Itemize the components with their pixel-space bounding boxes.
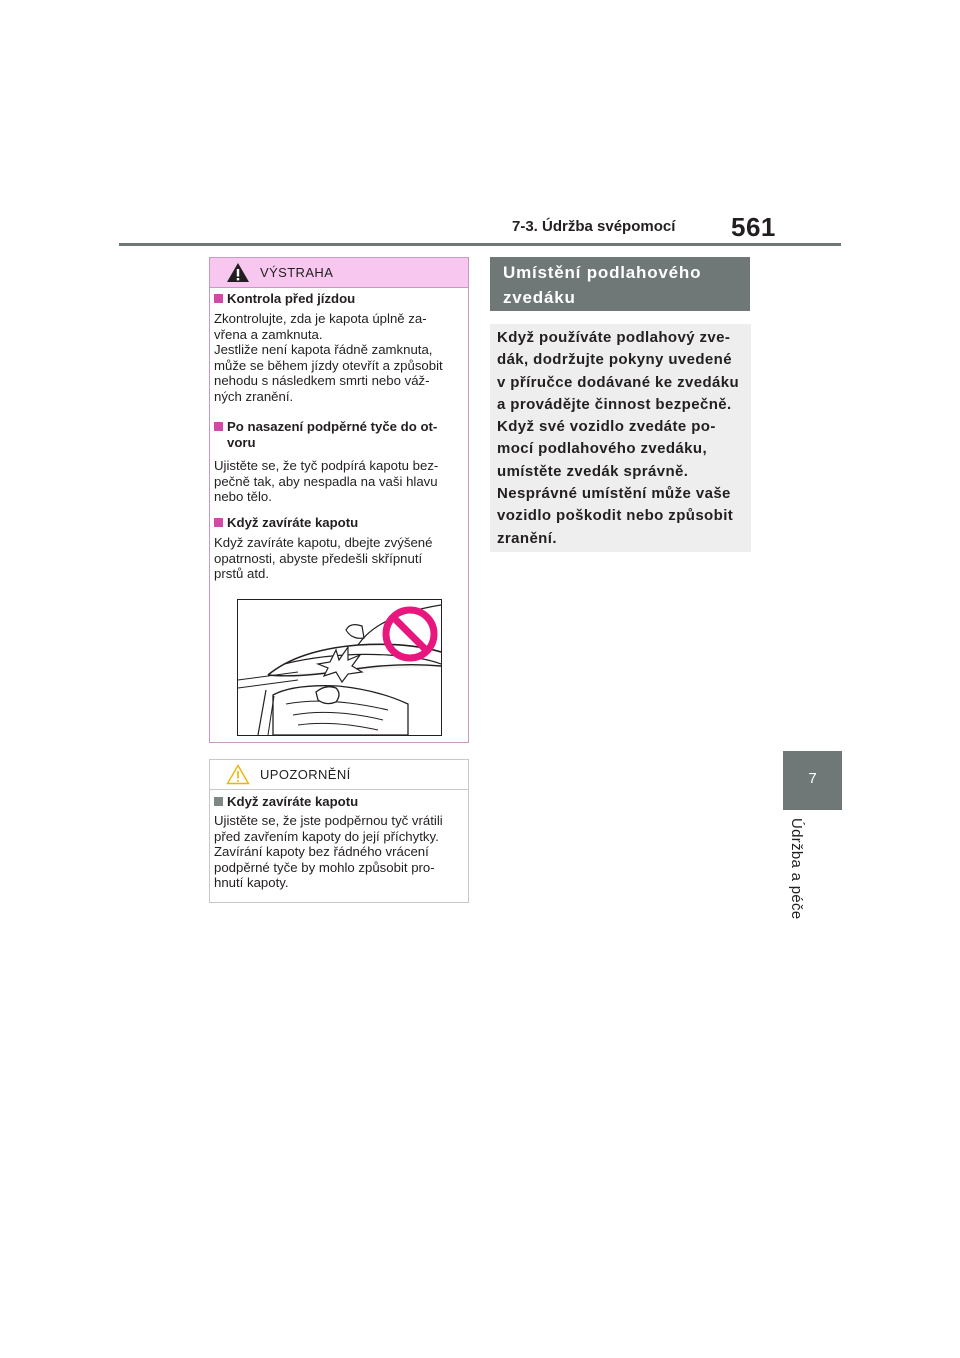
warning-item-text: Zkontrolujte, zda je kapota úplně za- vřena a zamknuta. Jestliže není kapota řádně zamknuta, může se během jízdy otevřít a způsobit nehodu s následkem smrti nebo váž- ných zranění. xyxy=(214,311,443,404)
page-number: 561 xyxy=(731,212,776,242)
square-bullet-icon xyxy=(214,518,223,527)
warning-item-text: Když zavíráte kapotu, dbejte zvýšené opatrnosti, abyste předešli skřípnutí prstů atd. xyxy=(214,535,433,582)
warning-item-text: Ujistěte se, že tyč podpírá kapotu bez- pečně tak, aby nespadla na vaši hlavu nebo tělo. xyxy=(214,458,439,505)
warning-item-title: Kontrola před jízdou xyxy=(214,291,464,307)
square-bullet-icon xyxy=(214,294,223,303)
caution-item-text: Ujistěte se, že jste podpěrnou tyč vrátili před zavřením kapoty do její příchytky. Zavírání kapoty bez řádného vrácení podpěrné tyče by mohlo způsobit pro- hnutí kapoty. xyxy=(214,813,443,891)
warning-item-title: Když zavíráte kapotu xyxy=(214,515,464,531)
section-title: Umístění podlahového zvedáku xyxy=(503,263,702,307)
warning-item-title: Po nasazení podpěrné tyče do ot- voru xyxy=(214,419,477,450)
caution-item-title: Když zavíráte kapotu xyxy=(214,794,464,810)
info-text: Když používáte podlahový zve- dák, dodržujte pokyny uvedené v příručce dodávané ke zvedáku a provádějte činnost bezpečně. Když své vozidlo zvedáte po- mocí podlahového zvedáku, umístěte zvedák správně. Nesprávné umístění může vaše vozidlo poškodit nebo způsobit zranění. xyxy=(497,329,740,547)
hood-closing-illustration xyxy=(237,599,442,736)
chapter-tab-label: Údržba a péče xyxy=(788,818,805,920)
caution-triangle-icon xyxy=(226,764,250,790)
chapter-tab-number: 7 xyxy=(808,770,817,787)
warning-title: VÝSTRAHA xyxy=(260,265,334,280)
caution-title: UPOZORNĚNÍ xyxy=(260,767,351,782)
warning-triangle-icon xyxy=(226,262,250,288)
header-rule xyxy=(119,243,841,246)
no-entry-icon xyxy=(386,610,434,658)
square-bullet-icon xyxy=(214,797,223,806)
square-bullet-icon xyxy=(214,422,223,431)
header-section-title: 7-3. Údržba svépomocí xyxy=(512,218,676,235)
